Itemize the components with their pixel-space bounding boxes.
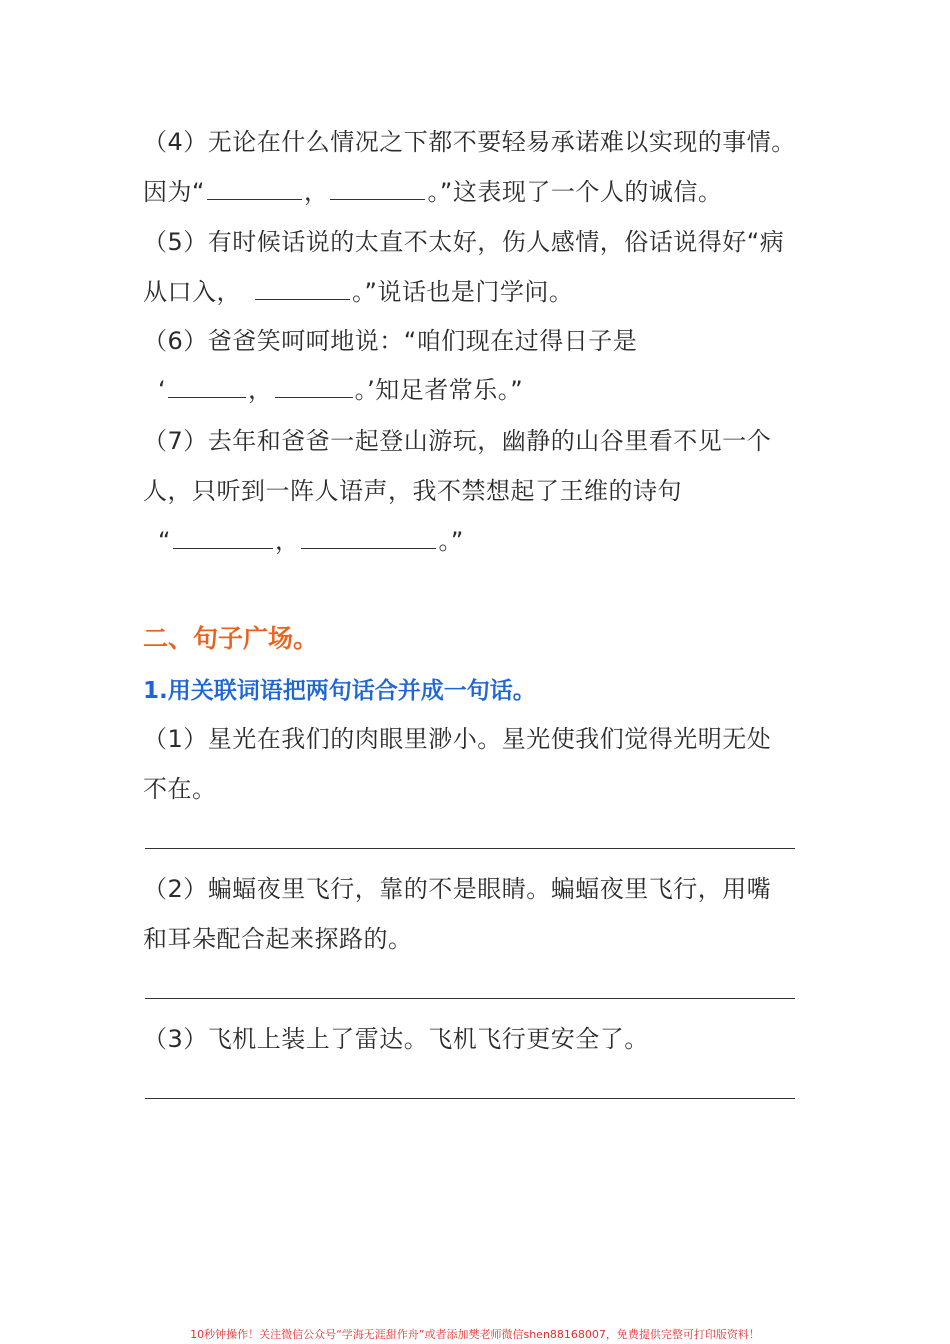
s2-item1-answer-line[interactable]: [145, 848, 795, 849]
q4-line2: [143, 175, 722, 209]
q7-line2: 人，只听到一阵人语声，我不禁想起了王维的诗句: [143, 477, 682, 505]
q5-line1: （5）有时候话说的太直不太好，伤人感情，俗话说得好“病: [143, 228, 785, 256]
q6-suffix: 。’知足者常乐。”: [354, 376, 524, 404]
q6-blank-2[interactable]: [275, 375, 353, 398]
q7-line3: [158, 524, 464, 558]
s2-item2-line2: 和耳朵配合起来探路的。: [143, 925, 413, 953]
footer-note: 10秒钟操作！关注微信公众号“学海无涯甜作舟”或者添加樊老师微信shen88168007，免费提供完整可打印版资料！: [190, 1328, 760, 1341]
q7-comma: ，: [274, 527, 300, 555]
q4-suffix: 。”这表现了一个人的诚信。: [427, 178, 723, 206]
section-title: 二、句子广场。: [143, 624, 319, 653]
q7-line1: （7）去年和爸爸一起登山游玩，幽静的山谷里看不见一个: [143, 427, 772, 455]
s2-item1-line2: 不在。: [143, 775, 217, 803]
s2-item3-answer-line[interactable]: [145, 1098, 795, 1099]
section-subtitle: 1.用关联词语把两句话合并成一句话。: [143, 678, 536, 704]
q5-line2: [143, 275, 573, 309]
q6-prefix: ‘: [158, 376, 167, 404]
q5-prefix: 从口入，: [143, 278, 241, 306]
s2-item3-line1: （3）飞机上装上了雷达。飞机飞行更安全了。: [143, 1025, 649, 1053]
s2-item2-answer-line[interactable]: [145, 998, 795, 999]
q4-comma: ，: [303, 178, 329, 206]
q6-line1: （6）爸爸笑呵呵地说：“咱们现在过得日子是: [143, 327, 638, 355]
q4-line1: （4）无论在什么情况之下都不要轻易承诺难以实现的事情。: [143, 128, 796, 156]
q6-line2: [158, 373, 523, 407]
q6-blank-1[interactable]: [168, 375, 246, 398]
s2-item2-line1: （2）蝙蝠夜里飞行，靠的不是眼睛。蝙蝠夜里飞行，用嘴: [143, 875, 772, 903]
q6-comma: ，: [248, 376, 273, 404]
q7-suffix: 。”: [438, 527, 464, 555]
q7-prefix: “: [158, 527, 171, 555]
q4-blank-1[interactable]: [207, 177, 302, 200]
q5-suffix: 。”说话也是门学问。: [352, 278, 574, 306]
q5-blank-1[interactable]: [255, 277, 350, 300]
q4-blank-2[interactable]: [330, 177, 425, 200]
q4-prefix: 因为“: [143, 178, 205, 206]
q7-blank-1[interactable]: [173, 526, 273, 549]
q7-blank-2[interactable]: [301, 526, 436, 549]
s2-item1-line1: （1）星光在我们的肉眼里渺小。星光使我们觉得光明无处: [143, 725, 772, 753]
